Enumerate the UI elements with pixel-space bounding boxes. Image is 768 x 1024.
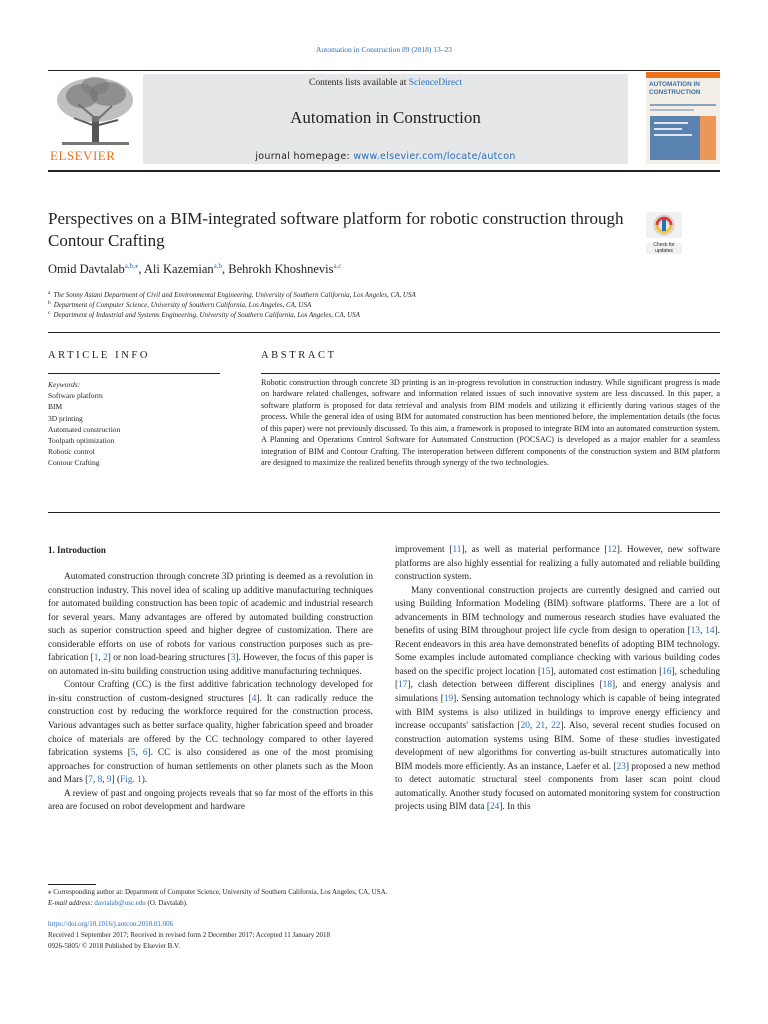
abstract-bottom-rule bbox=[48, 512, 720, 513]
journal-title: Automation in Construction bbox=[290, 108, 481, 127]
citation-link[interactable]: 4 bbox=[251, 693, 257, 704]
keyword: Software platform bbox=[48, 391, 103, 401]
received-dates: Received 1 September 2017; Received in revised form 2 December 2017; Accepted 11 January 2018 bbox=[48, 931, 330, 939]
citation-link[interactable]: 20 bbox=[520, 721, 530, 732]
affiliation: $^c$ Department of Industrial and Systems Engineering, University of Southern California, Los Angeles, CA, USA bbox=[48, 310, 360, 319]
citation-link[interactable]: 1 bbox=[93, 653, 99, 664]
article-title: Perspectives on a BIM-integrated software platform for robotic construction through Contour Crafting bbox=[48, 209, 624, 250]
figure-link[interactable]: Fig. 1 bbox=[120, 775, 142, 786]
author-name[interactable]: Behrokh Khoshnevis bbox=[228, 262, 334, 276]
journal-cover-thumbnail[interactable] bbox=[646, 72, 720, 164]
citation-link[interactable]: 7 bbox=[88, 775, 93, 786]
cover-title: AUTOMATION IN CONSTRUCTION bbox=[649, 81, 701, 96]
citation-link[interactable]: 16 bbox=[662, 666, 672, 677]
keyword: Contour Crafting bbox=[48, 458, 100, 468]
header-top-rule bbox=[48, 70, 720, 71]
keyword: Toolpath optimization bbox=[48, 436, 115, 446]
publisher-name: ELSEVIER bbox=[50, 148, 116, 163]
article-info-rule bbox=[48, 373, 220, 374]
check-for-updates-badge[interactable] bbox=[646, 212, 682, 254]
body-paragraph: Many conventional construction projects are currently designed and carried out using Building Information Modeling (BIM) software platforms. There are a lot of advancements in BIM technology and numerous research studies have evaluated the benefits of using BIM throughout project life cycle from design to operation [13, 14]. Recent endeavors in this area have demonstrated benefits of adopting BIM technology. Some examples include automated compliance checking with various building codes based on the specific project location [15], automated cost estimation [16], scheduling [17], clash detection between different disciplines [18], and energy analysis and simulations [19]. Sensing automation technology which is capable of being integrated with BIM systems is also utilized in buildings to improve energy efficiency and increase occupants' satisfaction [20, 21, 22]. Also, several recent studies focused on construction automation systems using BIM. Some of these studies investigated development of new algorithms for converting as-built structures automatically into BIM models more efficiently. As an instance, Laefer et al. [23] proposed a new method to detect automatic structural steel components from laser scan point cloud automatically. Another study focused on automated monitoring system for construction projects using BIM data [24]. In this bbox=[395, 585, 721, 813]
journal-reference-link[interactable]: Automation in Construction 89 (2018) 13–23 bbox=[315, 45, 453, 54]
body-paragraph: improvement [11], as well as material performance [12]. However, new software platforms are also highly essential for realizing a fully automated and reliable building construction system. bbox=[395, 545, 720, 583]
email-note: E-mail address: davtalab@usc.edu (O. Davtalab). bbox=[48, 899, 188, 907]
crossmark-label: Check for updates bbox=[646, 243, 682, 254]
citation-link[interactable]: 22 bbox=[551, 721, 561, 732]
body-paragraph: A review of past and ongoing projects reveals that so far most of the efforts in this area are focused on robot development and hardware bbox=[48, 788, 373, 813]
abstract-heading: ABSTRACT bbox=[261, 350, 337, 361]
journal-header-box bbox=[143, 74, 628, 164]
keyword: Automated construction bbox=[48, 424, 121, 434]
affiliations-bottom-rule bbox=[48, 332, 720, 333]
crossmark-icon bbox=[646, 212, 682, 238]
journal-homepage-link[interactable]: www.elsevier.com/locate/autcon bbox=[353, 151, 516, 162]
article-info-heading: ARTICLE INFO bbox=[48, 350, 151, 361]
abstract-rule bbox=[261, 373, 720, 374]
sciencedirect-link[interactable]: ScienceDirect bbox=[408, 78, 462, 88]
body-column-right bbox=[395, 544, 720, 815]
author-affiliation-marker[interactable]: a,b,⁎ bbox=[124, 262, 139, 270]
citation-link[interactable]: 11 bbox=[452, 545, 462, 555]
doi-link[interactable]: https://doi.org/10.1016/j.autcon.2018.01.006 bbox=[48, 920, 174, 928]
author-affiliation-marker[interactable]: a,c bbox=[333, 262, 342, 270]
citation-link[interactable]: 21 bbox=[535, 721, 546, 732]
citation-link[interactable]: 24 bbox=[490, 802, 500, 813]
citation-link[interactable]: 9 bbox=[106, 775, 112, 786]
footnote-rule bbox=[48, 884, 96, 885]
elsevier-logo bbox=[48, 74, 143, 166]
keyword: BIM bbox=[48, 402, 63, 412]
affiliation: $^b$ Department of Computer Science, University of Southern California, Los Angeles, CA, USA bbox=[48, 300, 312, 309]
citation-link[interactable]: 15 bbox=[541, 666, 551, 677]
citation-link[interactable]: 6 bbox=[142, 748, 148, 759]
citation-link[interactable]: 17 bbox=[398, 680, 408, 691]
body-paragraph: Contour Crafting (CC) is the first additive fabrication technology developed for in-situ construction of custom-designed structures [4]. It can radically reduce the construction cost by reducing the workforce required for the construction process. Various advantages such as better surface quality, higher fabrication speed and broader choice of materials are offered by the CC technology compared to other layered fabrication systems [5, 6]. CC is also considered as one of the most promising approaches for construction of human settlements on other planets such as the Moon and Mars [7, 8, 9] (Fig. 1). bbox=[48, 680, 373, 786]
header-bottom-rule bbox=[48, 170, 720, 172]
citation-link[interactable]: 23 bbox=[616, 761, 626, 772]
citation-link[interactable]: 5 bbox=[130, 748, 136, 759]
keywords-block bbox=[48, 379, 120, 469]
citation-link[interactable]: 2 bbox=[103, 653, 108, 664]
keyword: 3D printing bbox=[48, 413, 83, 423]
citation-link[interactable]: 8 bbox=[97, 775, 103, 786]
citation-link[interactable]: 14 bbox=[705, 626, 715, 637]
author-affiliation-marker[interactable]: a,b bbox=[213, 262, 223, 270]
author-name[interactable]: Omid Davtalab bbox=[48, 262, 125, 276]
section-heading: 1. Introduction bbox=[48, 545, 106, 555]
citation-link[interactable]: 12 bbox=[607, 545, 617, 555]
copyright-line: 0926-5805/ © 2018 Published by Elsevier B.V. bbox=[48, 942, 180, 950]
keywords-label: Keywords: bbox=[48, 380, 81, 389]
body-column-left bbox=[48, 571, 373, 815]
citation-link[interactable]: 19 bbox=[443, 694, 454, 705]
email-link[interactable]: davtalab@usc.edu bbox=[94, 899, 146, 907]
corresponding-author-note: ⁎ Corresponding author at: Department of Computer Science, University of Southern California, Los Angeles, CA, USA. bbox=[48, 888, 388, 896]
abstract-text: Robotic construction through concrete 3D printing is an in-progress revolution in construction industry. While significant progress is made on hardware related challenges, software and information related issues of such innovative system are less discussed. In this paper, a software platform is proposed for data retrieval and analysis from BIM models and utilizing it efficiently during various stages of the process. While the general idea of using BIM for automated construction has been mentioned before, the implementation details (the focus of this paper) were not previously discussed. To this aim, a framework is proposed to integrate BIM into an automated construction system. A Planning and Operations Control Software for Automated Construction (POCSAC) is developed as a major enabler for a seamless integration of BIM and Contour Crafting. The interoperation between different components of the construction system and BIM platform are designed to maximize the realized benefits through synergy of the two technologies. bbox=[261, 378, 720, 468]
contents-line: Contents lists available at ScienceDirect bbox=[308, 78, 462, 88]
journal-homepage-line: journal homepage: www.elsevier.com/locate/autcon bbox=[255, 151, 516, 162]
author-list: Omid Davtalab$^{a,b,⁎}$, Ali Kazemian$^{a,b}$, Behrokh Khoshnevis$^{a,c}$ bbox=[48, 262, 342, 276]
citation-link[interactable]: 18 bbox=[602, 680, 612, 691]
affiliation: $^a$ The Sonny Astani Department of Civil and Environmental Engineering, University of Southern California, Los Angeles, CA, USA bbox=[48, 290, 416, 299]
citation-link[interactable]: 3 bbox=[230, 653, 236, 664]
body-paragraph: Automated construction through concrete 3D printing is deemed as a revolution in construction industry. This novel idea of scaling up additive manufacturing techniques for automated building construction has been topic of academic and industrial research for several years. Many advantages are offered by automated building construction such as superior construction speed and higher degree of customization. There are considerable efforts on use of robots for various construction purposes such as pre-fabrication [1, 2] or non load-bearing structures [3]. However, the focus of this paper is on automated in-situ building construction using additive manufacturing techniques. bbox=[48, 572, 373, 677]
author-name[interactable]: Ali Kazemian bbox=[143, 262, 214, 276]
keyword: Robotic control bbox=[48, 447, 95, 457]
citation-link[interactable]: 13 bbox=[690, 626, 701, 637]
